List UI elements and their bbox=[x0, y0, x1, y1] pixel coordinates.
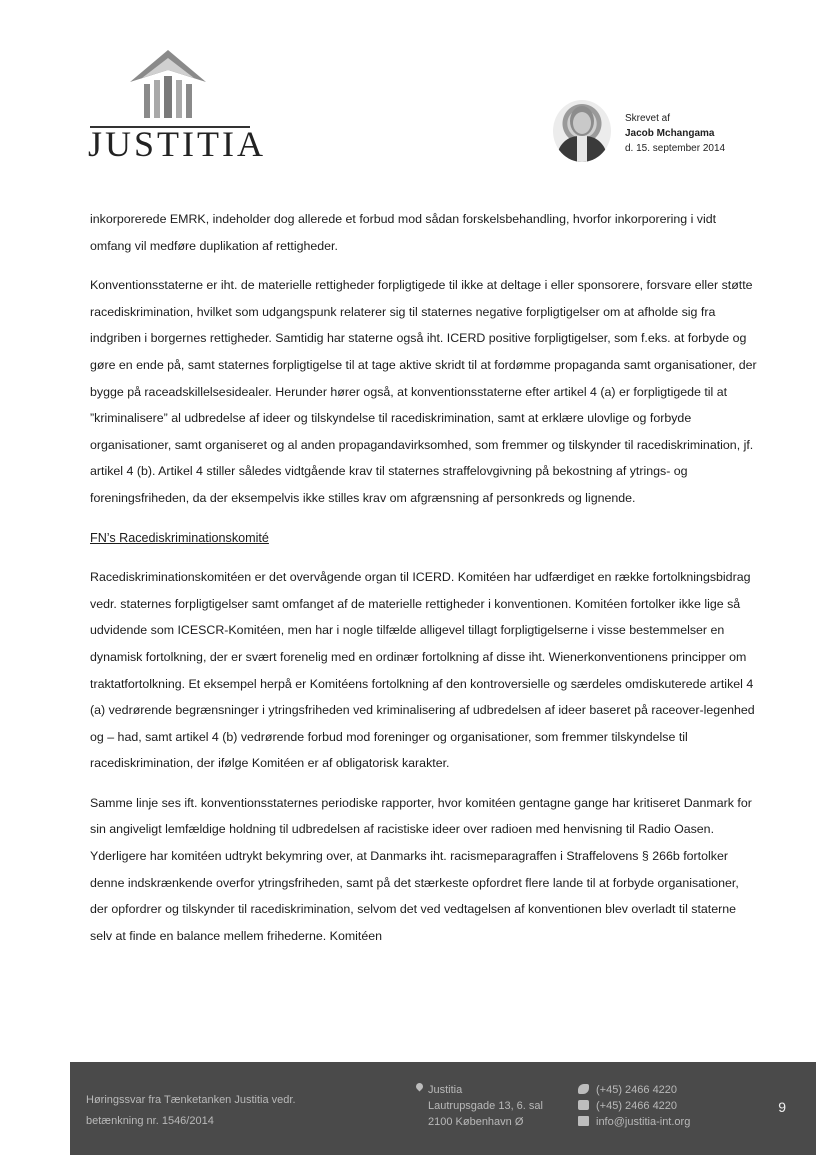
author-block bbox=[553, 100, 803, 164]
footer-contact bbox=[578, 1082, 690, 1130]
footer-city: 2100 København Ø bbox=[428, 1116, 524, 1128]
paragraph-4: Samme linje ses ift. konventionsstaternes periodiske rapporter, hvor komitéen gentagne gange har kritiseret Danmark for sin angiveligt lemfældige holdning til udbredelsen af racistiske ideer over radioen med henvisning til Radio Oasen. Yderligere har komitéen udtrykt bekymring over, at Danmarks iht. racismeparagraffen i Straffelovens § 266b fortolker denne indskrænkende overfor ytringsfriheden, samt på det stærkeste opfordret flere lande til at forbyde organisationer, der opfordrer og tilskynder til racediskrimination, selvom det ved vedtagelsen af konventionen blev overladt til staterne selv at finde en balance mellem frihederne. Komitéen bbox=[90, 795, 752, 943]
author-meta bbox=[625, 111, 725, 156]
footer-phone: (+45) 2466 4220 bbox=[596, 1084, 678, 1096]
author-name: Jacob Mchangama bbox=[625, 128, 715, 139]
paragraph-3: Racediskriminationskomitéen er det overvågende organ til ICERD. Komitéen har udfærdiget en række fortolkningsbidrag vedr. staternes forpligtigelser samt omfanget af de materielle rettigheder i konventionen. Komitéen fortolker ikke lige så udvidende som ICESCR-Komitéen, men har i nogle tilfælde alligevel tillagt forpligtigelserne i visse bestemmelser en dynamisk fortolkning, der er svært forenelig med en ordinær fortolkning af disse iht. Wienerkonventionens principper om traktatfortolkning. Et eksempel herpå er Komitéens fortolkning af den kontroversielle og særdeles omdiskuterede artikel 4 (a) vedrørende begrænsninger i ytringsfriheden ved kriminalisering af udbredelsen af ideer baseret på raceover-legenhed og – had, samt artikel 4 (b) vedrørende forbud mod foreninger og organisationer, som fremmer tilskyndelse til racediskrimination, der ifølge Komitéen er af obligatorisk karakter. bbox=[90, 570, 755, 771]
paragraph-2: Konventionsstaterne er iht. de materielle rettigheder forpligtigede til ikke at deltage i eller sponsorere, forsvare eller støtte racediskrimination, hvilket som udgangspunk relaterer sig til staternes negative forpligtigelser om at afholde sig fra indgriben i borgernes rettigheder. Samtidig har staterne også iht. ICERD positive forpligtigelser, som f.eks. at forbyde og gøre en ende på, samt staternes forpligtigelse til at tage aktive skridt til at fordømme propaganda samt organisationer, der bygge på raceadskillelsesidealer. Herunder hører også, at konventionsstaterne efter artikel 4 (a) er forpligtigede til at ”kriminalisere” al udbredelse af ideer og tilskyndelse til racediskrimination, samt at erklære ulovlige og forbyde organisationer, samt organiseret og al anden propagandavirksomhed, som fremmer og tilskynder til racediskrimination, jf. artikel 4 (b). Artikel 4 stiller således vidtgående krav til staternes straffelovgivning på bekostning af ytrings- og foreningsfriheden, da der eksempelvis ikke stilles krav om afgrænsning af personkreds og lignende. bbox=[90, 278, 757, 505]
footer-line-1: Høringssvar fra Tænketanken Justitia vedr. bbox=[86, 1094, 296, 1106]
footer-line-2: betænkning nr. 1546/2014 bbox=[86, 1115, 214, 1127]
justitia-logo bbox=[88, 48, 266, 168]
email-icon bbox=[578, 1116, 589, 1126]
footer-fax: (+45) 2466 4220 bbox=[596, 1100, 678, 1112]
author-date: d. 15. september 2014 bbox=[625, 143, 726, 154]
footer-title bbox=[86, 1090, 296, 1132]
page-number: 9 bbox=[778, 1099, 786, 1115]
page-footer bbox=[70, 1062, 816, 1155]
author-label: Skrevet af bbox=[625, 113, 671, 124]
avatar bbox=[553, 100, 611, 162]
phone-icon bbox=[578, 1084, 589, 1094]
footer-org: Justitia bbox=[428, 1084, 463, 1096]
fax-icon bbox=[578, 1100, 589, 1110]
location-pin-icon bbox=[415, 1082, 425, 1092]
footer-address bbox=[428, 1082, 543, 1130]
footer-street: Lautrupsgade 13, 6. sal bbox=[428, 1100, 543, 1112]
section-heading: FN’s Racediskriminationskomité bbox=[90, 530, 269, 545]
footer-email: info@justitia-int.org bbox=[596, 1116, 691, 1128]
column-emblem-icon bbox=[128, 48, 208, 126]
brand-name: JUSTITIA bbox=[88, 124, 266, 164]
document-body bbox=[90, 206, 760, 962]
paragraph-1: inkorporerede EMRK, indeholder dog allerede et forbud mod sådan forskelsbehandling, hvorfor inkorporering i vidt omfang vil medføre duplikation af rettigheder. bbox=[90, 212, 717, 253]
